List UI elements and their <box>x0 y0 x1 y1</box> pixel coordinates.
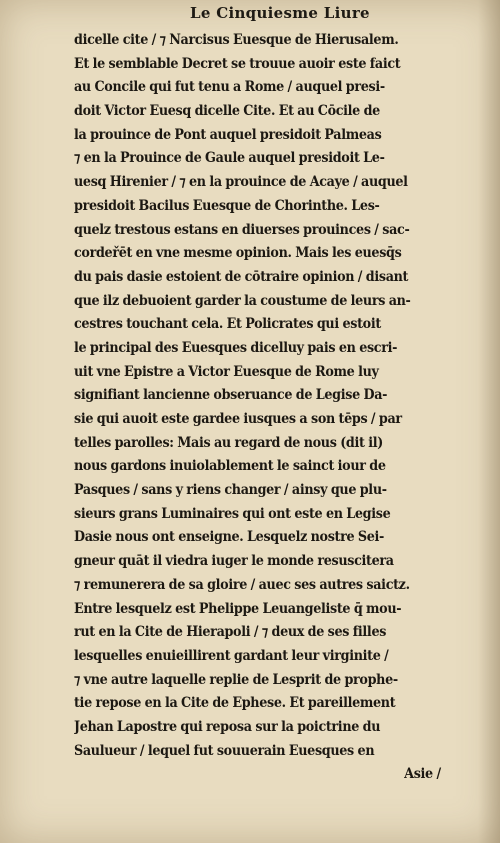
text-line: que ilz debuoient garder la coustume de leurs an- <box>74 292 411 309</box>
text-line: quelz trestous estans en diuerses prouinces / sac- <box>74 221 410 238</box>
text-line: uesq Hirenier / ⁊ en la prouince de Acaye / auquel <box>74 174 408 191</box>
text-line: tie repose en la Cite de Ephese. Et pareillement <box>74 695 396 712</box>
text-line: Entre lesquelz est Phelippe Leuangeliste q̄ mou- <box>74 600 402 617</box>
text-line: gneur quāt il viedra iuger le monde resuscitera <box>74 553 394 570</box>
text-line: rut en la Cite de Hierapoli / ⁊ deux de ses filles <box>74 624 387 641</box>
text-line: cordeřēt en vne mesme opinion. Mais les euesq̄s <box>74 245 402 262</box>
text-line: Dasie nous ont enseigne. Lesquelz nostre Sei- <box>74 529 385 546</box>
text-line: doit Victor Euesq dicelle Cite. Et au Cōcile de <box>74 103 380 120</box>
text-block <box>74 29 486 787</box>
text-line: ⁊ en la Prouince de Gaule auquel presidoit Le- <box>74 150 385 167</box>
text-line: telles parolles: Mais au regard de nous (dit il) <box>74 434 383 451</box>
text-line: sieurs grans Luminaires qui ont este en Legise <box>74 505 391 522</box>
text-line: cestres touchant cela. Et Policrates qui estoit <box>74 316 381 333</box>
text-line: du pais dasie estoient de cōtraire opinion / disant <box>74 268 409 285</box>
text-line: Pasques / sans y riens changer / ainsy que plu- <box>74 482 387 499</box>
text-line: nous gardons inuiolablement le sainct iour de <box>74 458 386 475</box>
text-line: ⁊ remunerera de sa gloire / auec ses autres saictz. <box>74 576 410 593</box>
text-line: Saulueur / lequel fut souuerain Euesques en <box>74 742 375 759</box>
text-line: Jehan Lapostre qui reposa sur la poictrine du <box>74 718 381 735</box>
text-line: dicelle cite / ⁊ Narcisus Euesque de Hierusalem. <box>74 32 399 48</box>
text-line: lesquelles enuieillirent gardant leur virginite / <box>74 647 389 664</box>
text-line: le principal des Euesques dicelluy pais en escri- <box>74 339 398 356</box>
text-line: ⁊ vne autre laquelle replie de Lesprit de prophe- <box>74 671 398 688</box>
text-line: Et le semblable Decret se trouue auoir este faict <box>74 55 401 72</box>
text-line: signifiant lancienne obseruance de Legise Da- <box>74 387 388 404</box>
text-line: sie qui auoit este gardee iusques a son tēps / par <box>74 411 402 427</box>
text-line: Asie / <box>404 766 441 783</box>
text-line: uit vne Epistre a Victor Euesque de Rome luy <box>74 363 379 380</box>
running-head: Le Cinquiesme Liure <box>190 4 370 22</box>
text-line: au Concile qui fut tenu a Rome / auquel presi- <box>74 79 385 96</box>
text-line: presidoit Bacilus Euesque de Chorinthe. Les- <box>74 197 380 214</box>
text-line: la prouince de Pont auquel presidoit Palmeas <box>74 126 382 143</box>
page-edge-shadow <box>478 0 500 843</box>
